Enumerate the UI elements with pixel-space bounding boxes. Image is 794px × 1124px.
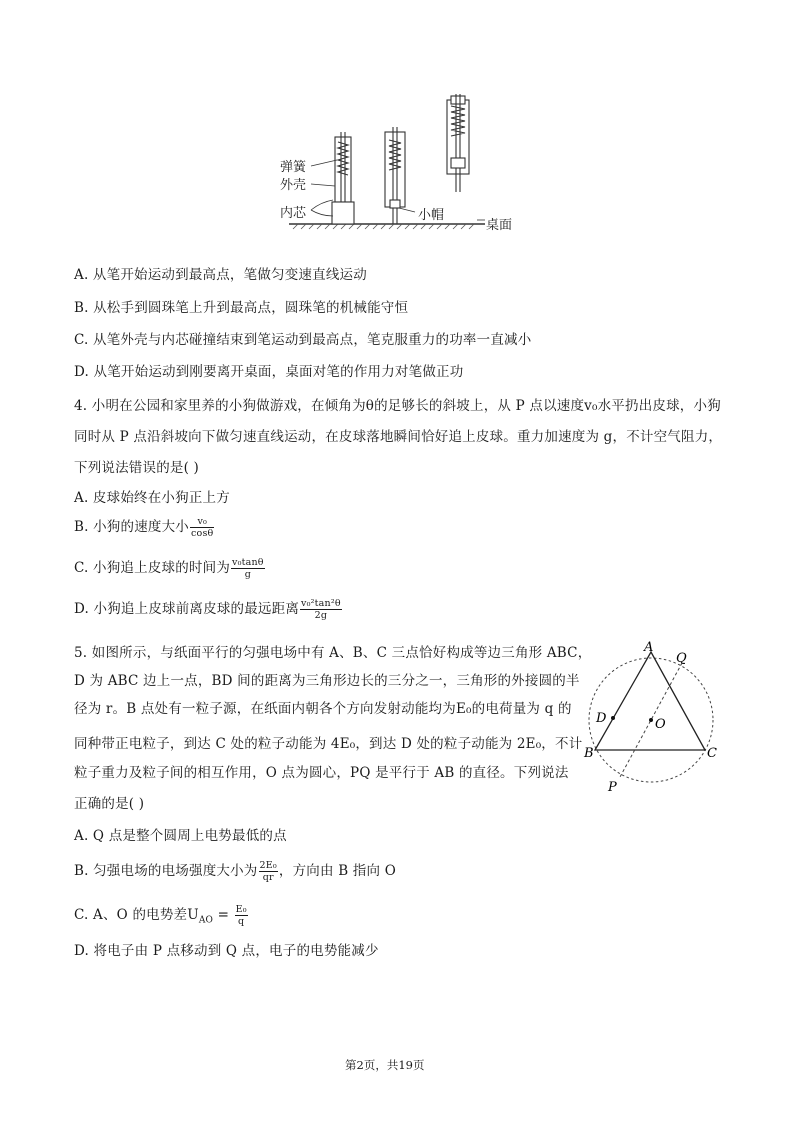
fraction-numerator: v₀ <box>190 516 214 528</box>
point-d-dot <box>611 716 615 720</box>
fraction-numerator: v₀²tan²θ <box>301 598 341 609</box>
q5-option-c-eq: = <box>213 907 234 923</box>
circle-triangle-figure <box>582 636 724 796</box>
q5-stem-line3: 径为 r。B 点处有一粒子源，在纸面内朝各个方向发射动能均为E₀的电荷量为 q 的 <box>74 701 572 717</box>
label-spring: 弹簧 <box>280 160 307 175</box>
q5-option-b-suffix: ，方向由 B 指向 O <box>278 863 396 879</box>
label-o: O <box>655 717 666 732</box>
q4-option-b-fraction <box>190 516 214 539</box>
q4-option-d <box>74 598 343 621</box>
fraction-denominator: qr <box>262 872 274 883</box>
q5-option-c-text: C. A、O 的电势差U <box>74 907 199 923</box>
fraction-denominator: 2g <box>314 610 328 621</box>
q4-option-c-fraction <box>231 557 265 580</box>
q4-stem-line2: 同时从 P 点沿斜坡向下做匀速直线运动，在皮球落地瞬间恰好追上皮球。重力加速度为 g，不计空气阻力， <box>74 429 723 445</box>
triangle-abc <box>595 652 705 750</box>
label-desk: 桌面 <box>486 218 513 233</box>
fraction-numerator: E₀ <box>235 904 247 915</box>
q5-option-b-fraction <box>259 860 278 883</box>
q4-option-b <box>74 516 215 539</box>
q3-option-c: C. 从笔外壳与内芯碰撞结束到笔运动到最高点，笔克服重力的功率一直减小 <box>74 332 532 348</box>
label-a: A <box>644 640 654 655</box>
fraction-numerator: 2E₀ <box>259 860 277 871</box>
q4-stem-line1: 4. 小明在公园和家里养的小狗做游戏，在倾角为θ的足够长的斜坡上，从 P 点以速度v₀水平扔出皮球，小狗 <box>74 398 721 414</box>
q5-option-c-fraction <box>235 904 248 927</box>
q4-option-d-text: D. 小狗追上皮球前离皮球的最远距离 <box>74 601 300 617</box>
fraction-numerator: v₀tanθ <box>232 557 264 568</box>
q3-option-d: D. 从笔开始运动到刚要离开桌面，桌面对笔的作用力对笔做正功 <box>74 364 464 380</box>
q5-option-c-subscript: AO <box>198 915 214 926</box>
fraction-denominator: q <box>238 916 245 927</box>
q5-option-a: A. Q 点是整个圆周上电势最低的点 <box>74 828 287 844</box>
q5-stem-line6: 正确的是( ) <box>74 796 145 812</box>
label-d: D <box>596 711 607 726</box>
label-cap: 小帽 <box>418 208 445 223</box>
fraction-denominator: cosθ <box>191 528 214 539</box>
label-core: 内芯 <box>280 206 307 221</box>
page-footer: 第2页，共19页 <box>345 1058 425 1072</box>
label-p: P <box>608 780 617 795</box>
q3-option-b: B. 从松手到圆珠笔上升到最高点，圆珠笔的机械能守恒 <box>74 300 409 316</box>
q5-stem-line4: 同种带正电粒子，到达 C 处的粒子动能为 4E₀，到达 D 处的粒子动能为 2E₀，不计 <box>74 736 583 752</box>
fraction-denominator: g <box>244 569 252 580</box>
q4-option-d-fraction <box>300 598 342 621</box>
q4-option-c-text: C. 小狗追上皮球的时间为 <box>74 560 231 576</box>
q5-stem-line5: 粒子重力及粒子间的相互作用，O 点为圆心，PQ 是平行于 AB 的直径。下列说法 <box>74 765 569 781</box>
q5-option-d: D. 将电子由 P 点移动到 Q 点，电子的电势能减少 <box>74 943 379 959</box>
q5-option-b-text: B. 匀强电场的电场强度大小为 <box>74 863 258 879</box>
q5-option-b <box>74 860 396 883</box>
point-o-dot <box>649 718 653 722</box>
q4-stem-line3: 下列说法错误的是( ) <box>74 460 200 476</box>
q4-option-c <box>74 557 266 580</box>
q5-stem-line1: 5. 如图所示，与纸面平行的匀强电场中有 A、B、C 三点恰好构成等边三角形 ABC， <box>74 645 592 661</box>
label-shell: 外壳 <box>280 178 307 193</box>
label-b: B <box>584 746 594 761</box>
q4-option-b-text: B. 小狗的速度大小 <box>74 519 190 535</box>
q3-option-a: A. 从笔开始运动到最高点，笔做匀变速直线运动 <box>74 267 367 283</box>
q5-option-c <box>74 904 249 930</box>
q4-option-a: A. 皮球始终在小狗正上方 <box>74 490 230 506</box>
label-c: C <box>707 746 717 761</box>
label-q: Q <box>676 651 687 666</box>
q5-stem-line2: D 为 ABC 边上一点，BD 间的距离为三角形边长的三分之一，三角形的外接圆的半 <box>74 673 580 689</box>
